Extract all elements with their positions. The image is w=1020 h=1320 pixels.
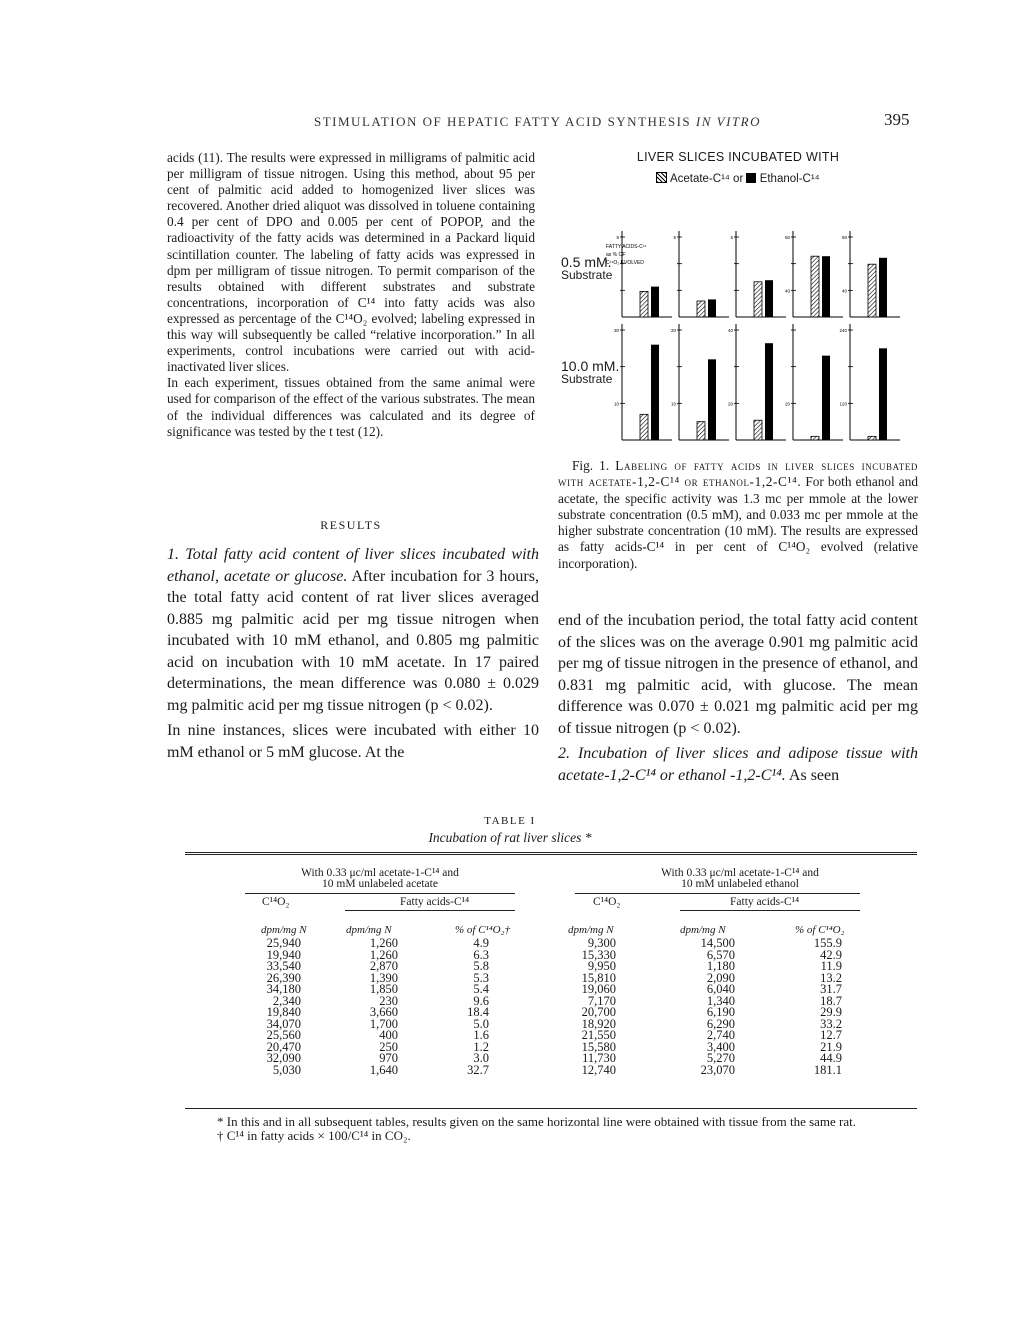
table-cell: 5,270 bbox=[706, 1051, 735, 1065]
row-label-low-sub: Substrate bbox=[561, 268, 613, 282]
table-cell: 25,560 bbox=[266, 1028, 301, 1042]
table-cell: 181.1 bbox=[813, 1062, 842, 1077]
running-title-italic: IN VITRO bbox=[695, 114, 761, 129]
bar-ethanol bbox=[708, 299, 716, 317]
bar-ethanol bbox=[822, 256, 830, 317]
table-cell: 19,940 bbox=[266, 947, 301, 962]
table-footnotes bbox=[185, 1115, 917, 1142]
table-cell: 1.6 bbox=[473, 1028, 489, 1042]
table-cell: 13.2 bbox=[820, 970, 842, 985]
right-paragraph-1: end of the incubation period, the total fatty acid content of the slices was on the average 0.901 mg palmitic acid per mg of tissue nitrogen in the presence of ethanol, and 0.831 mg palmitic acid, with glucose. The mean difference was 0.070 ± 0.021 mg palmitic acid per mg of tissue nitrogen (p < 0.02). bbox=[558, 612, 918, 737]
group-header-ethanol bbox=[605, 868, 875, 890]
group-right-rule bbox=[575, 893, 860, 894]
legend-or: or bbox=[733, 173, 744, 185]
y-axis-label-line: C¹⁴O₂ EVOLVED bbox=[606, 260, 644, 266]
col-ethanol-fa-pct bbox=[795, 938, 842, 1076]
tick-label: 40 bbox=[841, 288, 847, 294]
table-cell: 5.0 bbox=[473, 1016, 489, 1031]
footnote-2: † C¹⁴ in fatty acids × 100/C¹⁴ in CO₂. bbox=[217, 1127, 411, 1143]
table-cell: 6,040 bbox=[706, 982, 735, 996]
results-section-1 bbox=[167, 544, 539, 767]
table-cell: 19,060 bbox=[581, 982, 616, 996]
col-fatty-left: Fatty acids-C¹⁴ bbox=[400, 896, 470, 908]
table-cell: 1,390 bbox=[369, 970, 398, 985]
table-cell: 250 bbox=[379, 1039, 398, 1054]
table-cell: 12.7 bbox=[820, 1028, 842, 1042]
col-ethanol-co2 bbox=[570, 938, 616, 1076]
table-top-rule-2 bbox=[185, 854, 917, 855]
table-cell: 15,810 bbox=[581, 970, 616, 985]
tick-label: 120 bbox=[839, 401, 847, 407]
unit-pct-1: % of C¹⁴O₂† bbox=[455, 924, 510, 936]
methods-text bbox=[167, 150, 535, 440]
unit-dpm-2: dpm/mg N bbox=[346, 924, 392, 936]
table-cell: 5.4 bbox=[473, 982, 489, 996]
unit-dpm-3: dpm/mg N bbox=[568, 924, 614, 936]
running-header bbox=[314, 114, 761, 130]
table-cell: 32,090 bbox=[266, 1051, 301, 1065]
results-heading: RESULTS bbox=[320, 518, 382, 532]
caption-body: For both ethanol and acetate, the specific activity was 1.3 mc per mmole at the lower substrate concentration (0.5 mM), and 0.033 mc per mmole at the higher substrate concentration (10 mM). The results are expressed as fatty acids-C¹⁴ in per cent of C¹⁴O₂ evolved (relative incorporation). bbox=[558, 474, 918, 571]
methods-paragraph-2: In each experiment, tissues obtained from the same animal were used for comparison of the effect of the various substrates. The mean of the individual differences was calculated and its degree of significance was tested by the t test (12). bbox=[167, 375, 535, 439]
hatched-swatch bbox=[656, 172, 667, 183]
tick-label: 20 bbox=[670, 328, 676, 333]
y-axis-label bbox=[606, 244, 647, 266]
chart-panels bbox=[614, 231, 900, 440]
data-table bbox=[185, 852, 915, 1108]
bar-ethanol bbox=[708, 359, 716, 440]
group-left-rule bbox=[245, 893, 515, 894]
table-cell: 3,400 bbox=[706, 1039, 735, 1054]
table-cell: 1,340 bbox=[706, 993, 735, 1008]
table-cell: 400 bbox=[379, 1028, 398, 1042]
bar-acetate bbox=[811, 436, 819, 440]
table-cell: 9,300 bbox=[587, 936, 616, 950]
table-cell: 155.9 bbox=[813, 936, 842, 950]
table-cell: 6.3 bbox=[473, 947, 489, 962]
section1-body: After incubation for 3 hours, the total fatty acid content of rat liver slices averaged 0.885 mg palmitic acid per mg tissue nitrogen when incubated with 10 mM ethanol, and 0.805 mg palmitic acid on incubation with 10 mM acetate. In 17 paired determinations, the mean difference was 0.080 ± 0.029 mg palmitic acid per mg tissue nitrogen (p < 0.02). bbox=[167, 567, 539, 714]
table-subtitle: Incubation of rat liver slices * bbox=[428, 830, 592, 845]
section2-heading: 2. Incubation of liver slices and adipose tissue with acetate-1,2-C¹⁴ or ethanol -1,2-C¹⁴. bbox=[558, 745, 918, 784]
fatty-right-rule bbox=[680, 910, 860, 911]
group-left-line2: 10 mM unlabeled acetate bbox=[322, 878, 438, 890]
table-cell: 1,640 bbox=[369, 1062, 398, 1077]
table-cell: 23,070 bbox=[700, 1062, 735, 1077]
table-cell: 21.9 bbox=[820, 1039, 842, 1054]
table-cell: 12,740 bbox=[581, 1062, 616, 1077]
table-cell: 32.7 bbox=[467, 1062, 489, 1077]
table-cell: 11,730 bbox=[582, 1051, 616, 1065]
tick-label: 20 bbox=[727, 401, 733, 407]
figure-title: LIVER SLICES INCUBATED WITH bbox=[636, 150, 840, 164]
table-cell: 21,550 bbox=[581, 1028, 616, 1042]
group-right-line1: With 0.33 μc/ml acetate-1-C¹⁴ and bbox=[661, 867, 819, 879]
bar-acetate bbox=[754, 420, 762, 440]
tick-label: 30 bbox=[613, 328, 619, 333]
footnote-1: * In this and in all subsequent tables, results given on the same horizontal line were obtained with tissue from the same rat. bbox=[217, 1114, 857, 1129]
table-cell: 14,500 bbox=[700, 936, 735, 950]
col-fatty-right: Fatty acids-C¹⁴ bbox=[730, 896, 800, 908]
col-co2-right: C¹⁴O₂ bbox=[593, 896, 621, 908]
tick-label: 10 bbox=[613, 401, 619, 407]
bar-ethanol bbox=[765, 343, 773, 440]
bar-acetate bbox=[640, 414, 648, 440]
unit-pct-2: % of C¹⁴O₂ bbox=[795, 924, 845, 936]
tick-label: 10 bbox=[670, 401, 676, 407]
table-cell: 3.0 bbox=[473, 1051, 489, 1065]
table-cell: 7,170 bbox=[587, 993, 616, 1008]
table-cell: 2,340 bbox=[272, 993, 301, 1008]
bar-acetate bbox=[754, 282, 762, 317]
tick-label: 5 bbox=[616, 235, 619, 240]
figure-caption bbox=[558, 458, 918, 572]
table-top-rule bbox=[185, 852, 917, 853]
page-number: 395 bbox=[884, 110, 910, 129]
table-cell: 42.9 bbox=[820, 947, 842, 962]
unit-dpm-4: dpm/mg N bbox=[680, 924, 726, 936]
bar-ethanol bbox=[879, 348, 887, 440]
table-cell: 31.7 bbox=[820, 982, 842, 996]
bar-acetate bbox=[697, 422, 705, 440]
solid-swatch bbox=[746, 173, 756, 183]
running-title: STIMULATION OF HEPATIC FATTY ACID SYNTHESIS bbox=[314, 114, 696, 129]
col-acetate-fa-pct bbox=[455, 938, 489, 1076]
section1-heading: 1. Total fatty acid content of liver slices incubated with ethanol, acetate or glucose. bbox=[167, 546, 539, 585]
table-cell: 18.7 bbox=[820, 993, 842, 1008]
table-cell: 1,850 bbox=[369, 982, 398, 996]
table-cell: 19,840 bbox=[266, 1005, 301, 1019]
col-acetate-fa-dpm bbox=[355, 938, 398, 1076]
table-cell: 230 bbox=[379, 993, 398, 1008]
bar-acetate bbox=[811, 256, 819, 317]
tick-label: 5 bbox=[673, 235, 676, 240]
table-cell: 2,090 bbox=[706, 970, 735, 985]
col-co2-left: C¹⁴O₂ bbox=[262, 896, 290, 908]
bar-acetate bbox=[868, 264, 876, 317]
row-label-high-sub: Substrate bbox=[561, 372, 613, 386]
table-cell: 1,700 bbox=[369, 1016, 398, 1031]
table-cell: 15,580 bbox=[581, 1039, 616, 1054]
table-cell: 9.6 bbox=[473, 993, 489, 1008]
table-cell: 3,660 bbox=[369, 1005, 398, 1019]
table-cell: 15,330 bbox=[581, 947, 616, 962]
tick-label: 5 bbox=[730, 235, 733, 240]
caption-title: Labeling of fatty acids in liver slices incubated with acetate-1,2-C¹⁴ or ethanol-1,2-C¹⁴. bbox=[558, 458, 919, 490]
tick-label: 50 bbox=[784, 235, 790, 240]
section1-paragraph-2: In nine instances, slices were incubated with either 10 mM ethanol or 5 mM glucose. At the bbox=[167, 722, 539, 761]
table-cell: 1,180 bbox=[706, 959, 735, 973]
table-cell: 29.9 bbox=[820, 1005, 842, 1019]
bar-ethanol bbox=[651, 287, 659, 317]
bar-acetate bbox=[868, 436, 876, 440]
table-cell: 2,870 bbox=[369, 959, 398, 973]
table-cell: 33.2 bbox=[820, 1016, 842, 1031]
table-cell: 33,540 bbox=[266, 959, 301, 973]
fatty-left-rule bbox=[345, 910, 515, 911]
table-cell: 1,260 bbox=[369, 947, 398, 962]
tick-label: 240 bbox=[839, 328, 847, 333]
table-cell: 6,190 bbox=[706, 1005, 735, 1019]
table-cell: 2,740 bbox=[706, 1028, 735, 1042]
y-axis-label-line: FATTY ACIDS-C¹⁴ bbox=[606, 244, 647, 250]
bar-ethanol bbox=[651, 345, 659, 440]
group-left-line1: With 0.33 μc/ml acetate-1-C¹⁴ and bbox=[301, 867, 459, 879]
table-cell: 5,030 bbox=[272, 1062, 301, 1077]
y-axis-label-line: as % OF bbox=[606, 252, 626, 258]
group-header-acetate bbox=[245, 868, 515, 890]
table-cell: 1,260 bbox=[369, 936, 398, 950]
col-ethanol-fa-dpm bbox=[685, 938, 735, 1076]
table-title: TABLE I bbox=[484, 815, 536, 827]
table-cell: 5.8 bbox=[473, 959, 489, 973]
table-cell: 18,920 bbox=[581, 1016, 616, 1031]
table-cell: 6,290 bbox=[706, 1016, 735, 1031]
figure-legend bbox=[558, 172, 918, 185]
tick-label: 40 bbox=[784, 288, 790, 294]
table-cell: 18.4 bbox=[467, 1005, 489, 1019]
table-cell: 11.9 bbox=[820, 959, 842, 973]
methods-paragraph-1: acids (11). The results were expressed in milligrams of palmitic acid per milligram of tissue nitrogen. Using this method, about 95 per cent of palmitic acid added to homogenized liver slices was recovered. Another dried aliquot was dissolved in toluene containing 0.4 per cent of DPO and 0.005 per cent of POPOP, and the radioactivity of the fatty acids was determined in a Packard liquid scintillation counter. The labeling of fatty acids was expressed in dpm per milligram of tissue nitrogen. To permit comparison of the results obtained with different substrates and substrate concentrations, incorporation of C¹⁴ into fatty acids was also expressed as percentage of the C¹⁴O₂ evolved; labeling expressed in this way will subsequently be called “relative incorporation.” In all experiments, control incubations were carried out with acid-inactivated liver slices. bbox=[167, 150, 535, 375]
group-right-line2: 10 mM unlabeled ethanol bbox=[681, 878, 799, 890]
legend-acetate: Acetate-C¹⁴ bbox=[669, 173, 730, 185]
table-cell: 26,390 bbox=[266, 970, 301, 985]
section1-paragraph bbox=[167, 544, 539, 716]
section2-body: As seen bbox=[788, 766, 840, 784]
bar-acetate bbox=[640, 291, 648, 317]
table-cell: 1.2 bbox=[473, 1039, 489, 1054]
bar-ethanol bbox=[822, 356, 830, 440]
table-cell: 34,180 bbox=[266, 982, 301, 996]
tick-label: 40 bbox=[727, 328, 733, 333]
table-cell: 970 bbox=[379, 1051, 398, 1065]
row-label-high-conc: 10.0 mM. bbox=[561, 358, 620, 374]
col-acetate-co2 bbox=[255, 938, 301, 1076]
table-cell: 5.3 bbox=[473, 970, 489, 985]
table-cell: 25,940 bbox=[266, 936, 301, 950]
tick-label: 20 bbox=[784, 401, 790, 407]
caption-fig-label: Fig. 1. bbox=[572, 458, 610, 473]
table-cell: 20,470 bbox=[266, 1039, 301, 1054]
table-cell: 9,950 bbox=[587, 959, 616, 973]
bar-ethanol bbox=[765, 280, 773, 317]
bar-acetate bbox=[697, 301, 705, 317]
bar-ethanol bbox=[879, 258, 887, 317]
table-cell: 6,570 bbox=[706, 947, 735, 962]
row-label-low-conc: 0.5 mM. bbox=[561, 254, 612, 270]
right-column-text bbox=[558, 610, 918, 790]
tick-label: 50 bbox=[841, 235, 847, 240]
table-cell: 34,070 bbox=[266, 1016, 301, 1031]
table-bottom-rule bbox=[185, 1108, 917, 1109]
unit-dpm-1: dpm/mg N bbox=[261, 924, 307, 936]
legend-ethanol: Ethanol-C¹⁴ bbox=[759, 173, 820, 185]
table-cell: 20,700 bbox=[581, 1005, 616, 1019]
table-cell: 4.9 bbox=[473, 936, 489, 950]
section2-paragraph bbox=[558, 743, 918, 786]
table-cell: 44.9 bbox=[820, 1051, 842, 1065]
bar-chart bbox=[600, 190, 920, 452]
